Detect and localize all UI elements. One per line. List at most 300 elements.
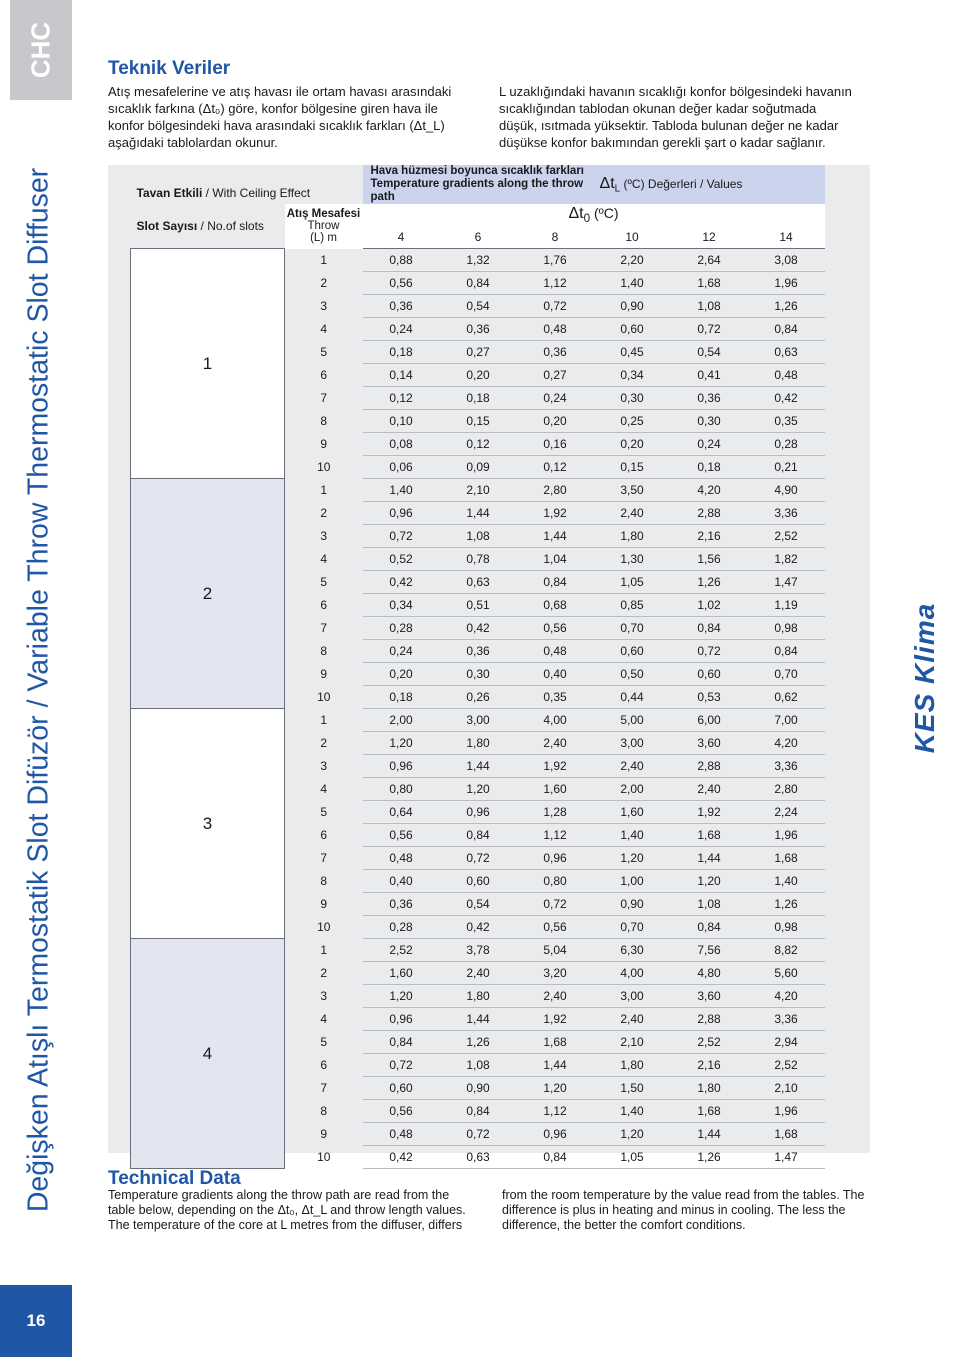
dtl-value-cell: 0,78 bbox=[440, 548, 517, 571]
dtl-value-cell: 0,30 bbox=[440, 663, 517, 686]
page-number: 16 bbox=[26, 1311, 46, 1330]
dtl-value-cell: 5,04 bbox=[517, 939, 594, 962]
throw-length-cell: 10 bbox=[317, 460, 331, 474]
dtl-value-cell: 0,24 bbox=[671, 433, 748, 456]
throw-length-cell: 1 bbox=[320, 943, 328, 957]
dtl-value-cell: 0,42 bbox=[440, 916, 517, 939]
heading-en: Technical Data bbox=[108, 1168, 241, 1189]
intro-tr-line: Atış mesafelerine ve atış havası ile ortam havası arasındaki bbox=[108, 84, 452, 99]
dtl-header bbox=[594, 165, 825, 204]
outro-left bbox=[108, 1188, 498, 1233]
throw-length-cell: 6 bbox=[320, 368, 328, 382]
dtl-value-cell: 0,72 bbox=[363, 1054, 440, 1077]
dtl-value-cell: 2,40 bbox=[594, 1008, 671, 1031]
dtl-value-cell: 0,26 bbox=[440, 686, 517, 709]
dtl-value-cell: 0,84 bbox=[671, 916, 748, 939]
dtl-value-cell: 1,20 bbox=[363, 985, 440, 1008]
dtl-value-cell: 4,20 bbox=[748, 732, 825, 755]
dtl-value-cell: 3,36 bbox=[748, 502, 825, 525]
dtl-value-cell: 0,72 bbox=[363, 525, 440, 548]
slot-count-tr: Slot Sayısı bbox=[136, 219, 198, 233]
dtl-value-cell: 1,26 bbox=[748, 295, 825, 318]
intro-tr-line: sıcaklık farkına (Δt₀) göre, konfor bölgesine giren hava ile bbox=[108, 101, 438, 116]
outro-left-line: table below, depending on the Δt₀, Δt_L and throw length values. bbox=[108, 1203, 466, 1217]
dtl-value-cell: 6,30 bbox=[594, 939, 671, 962]
dtl-value-cell: 1,19 bbox=[748, 594, 825, 617]
throw-length-cell: 10 bbox=[317, 1150, 331, 1164]
dtl-value-cell: 2,16 bbox=[671, 1054, 748, 1077]
dtl-value-cell: 2,52 bbox=[748, 1054, 825, 1077]
dtl-value-cell: 0,56 bbox=[363, 272, 440, 295]
sidebar bbox=[0, 0, 72, 1357]
dtl-value-cell: 3,36 bbox=[748, 755, 825, 778]
dtl-value-cell: 1,12 bbox=[517, 1100, 594, 1123]
table-row bbox=[131, 709, 825, 732]
dtl-value-cell: 0,16 bbox=[517, 433, 594, 456]
dtl-value-cell: 0,63 bbox=[748, 341, 825, 364]
throw-length-cell: 9 bbox=[320, 897, 328, 911]
dtl-value-cell: 1,76 bbox=[517, 249, 594, 272]
dt0-unit: (ºC) bbox=[593, 205, 619, 222]
dtl-value-cell: 1,92 bbox=[517, 1008, 594, 1031]
throw-length-cell: 7 bbox=[320, 391, 328, 405]
dtl-value-cell: 4,20 bbox=[748, 985, 825, 1008]
dtl-value-cell: 2,40 bbox=[671, 778, 748, 801]
dtl-value-cell: 0,14 bbox=[363, 364, 440, 387]
dtl-value-cell: 2,40 bbox=[594, 502, 671, 525]
dtl-value-cell: 1,30 bbox=[594, 548, 671, 571]
dtl-value-cell: 2,16 bbox=[671, 525, 748, 548]
dtl-value-cell: 1,68 bbox=[671, 272, 748, 295]
throw-length-cell: 2 bbox=[320, 966, 328, 980]
dt0-value: 6 bbox=[440, 226, 517, 249]
dtl-value-cell: 2,52 bbox=[748, 525, 825, 548]
dtl-value-cell: 1,80 bbox=[594, 525, 671, 548]
dtl-value-cell: 0,64 bbox=[363, 801, 440, 824]
throw-header-en: Throw bbox=[307, 220, 340, 233]
dtl-value-cell: 1,05 bbox=[594, 1146, 671, 1169]
dtl-value-cell: 2,80 bbox=[748, 778, 825, 801]
dtl-value-cell: 3,60 bbox=[671, 732, 748, 755]
dtl-value-cell: 0,28 bbox=[748, 433, 825, 456]
dtl-value-cell: 0,60 bbox=[594, 318, 671, 341]
throw-length-cell: 8 bbox=[320, 874, 328, 888]
dtl-value-cell: 4,00 bbox=[517, 709, 594, 732]
dtl-value-cell: 1,28 bbox=[517, 801, 594, 824]
dtl-value-cell: 1,26 bbox=[440, 1031, 517, 1054]
dtl-value-cell: 0,21 bbox=[748, 456, 825, 479]
dtl-value-cell: 0,96 bbox=[440, 801, 517, 824]
gradient-header bbox=[363, 165, 594, 204]
dtl-value-cell: 0,53 bbox=[671, 686, 748, 709]
outro-right bbox=[502, 1188, 892, 1233]
dtl-value-cell: 4,00 bbox=[594, 962, 671, 985]
throw-header-unit: (L) m bbox=[310, 232, 337, 245]
dtl-value-cell: 1,80 bbox=[440, 985, 517, 1008]
throw-length-cell: 2 bbox=[320, 736, 328, 750]
dtl-value-cell: 0,54 bbox=[440, 295, 517, 318]
dtl-value-cell: 1,20 bbox=[517, 1077, 594, 1100]
dtl-value-cell: 0,40 bbox=[517, 663, 594, 686]
slot-count-label bbox=[131, 204, 285, 249]
dtl-value-cell: 1,68 bbox=[671, 1100, 748, 1123]
dtl-value-cell: 1,56 bbox=[671, 548, 748, 571]
dtl-value-cell: 0,20 bbox=[363, 663, 440, 686]
dtl-value-cell: 0,10 bbox=[363, 410, 440, 433]
throw-length-cell: 8 bbox=[320, 644, 328, 658]
dtl-value-cell: 1,08 bbox=[671, 295, 748, 318]
dtl-value-cell: 2,52 bbox=[671, 1031, 748, 1054]
dtl-value-cell: 1,60 bbox=[517, 778, 594, 801]
dtl-value-cell: 1,32 bbox=[440, 249, 517, 272]
dtl-value-cell: 0,30 bbox=[594, 387, 671, 410]
dtl-value-cell: 3,36 bbox=[748, 1008, 825, 1031]
dt0-value: 12 bbox=[671, 226, 748, 249]
dtl-value-cell: 3,00 bbox=[594, 985, 671, 1008]
dtl-value-cell: 0,40 bbox=[363, 870, 440, 893]
dt0-sub: 0 bbox=[583, 211, 591, 225]
dtl-value-cell: 0,42 bbox=[363, 571, 440, 594]
dtl-value-cell: 0,27 bbox=[517, 364, 594, 387]
dtl-value-cell: 1,96 bbox=[748, 1100, 825, 1123]
dtl-value-cell: 1,96 bbox=[748, 272, 825, 295]
product-tag-label: CHC bbox=[25, 21, 56, 79]
outro-left-line: The temperature of the core at L metres from the diffuser, differs bbox=[108, 1218, 463, 1232]
dtl-value-cell: 0,60 bbox=[363, 1077, 440, 1100]
dtl-value-cell: 0,12 bbox=[440, 433, 517, 456]
dtl-value-cell: 4,90 bbox=[748, 479, 825, 502]
dtl-value-cell: 1,44 bbox=[517, 525, 594, 548]
dtl-value-cell: 1,00 bbox=[594, 870, 671, 893]
dtl-value-cell: 2,94 bbox=[748, 1031, 825, 1054]
dtl-value-cell: 1,44 bbox=[671, 847, 748, 870]
dtl-value-cell: 0,08 bbox=[363, 433, 440, 456]
dtl-value-cell: 1,40 bbox=[363, 479, 440, 502]
dtl-value-cell: 0,09 bbox=[440, 456, 517, 479]
dtl-value-cell: 1,26 bbox=[671, 1146, 748, 1169]
brand-logo: KES Klima bbox=[909, 602, 940, 754]
gradient-header-tr: Hava hüzmesi boyunca sıcaklık farkları bbox=[370, 165, 584, 177]
dtl-value-cell: 0,30 bbox=[671, 410, 748, 433]
dtl-value-cell: 0,60 bbox=[594, 640, 671, 663]
throw-length-cell: 5 bbox=[320, 575, 328, 589]
dtl-value-cell: 0,36 bbox=[671, 387, 748, 410]
dtl-value-cell: 0,36 bbox=[440, 318, 517, 341]
dtl-value-cell: 1,26 bbox=[748, 893, 825, 916]
dtl-value-cell: 1,44 bbox=[671, 1123, 748, 1146]
dtl-value-cell: 0,96 bbox=[517, 1123, 594, 1146]
intro-right-line: düşükse konfor bakımından gerekli şart o kadar sağlanır. bbox=[499, 135, 826, 150]
dtl-value-cell: 1,68 bbox=[671, 824, 748, 847]
dtl-value-cell: 1,12 bbox=[517, 272, 594, 295]
dtl-value-cell: 2,00 bbox=[594, 778, 671, 801]
throw-length-cell: 3 bbox=[320, 989, 328, 1003]
dtl-value-cell: 0,84 bbox=[517, 1146, 594, 1169]
dtl-value-cell: 1,92 bbox=[517, 502, 594, 525]
throw-length-cell: 4 bbox=[320, 1012, 328, 1026]
dtl-value-cell: 0,48 bbox=[517, 640, 594, 663]
throw-length-cell: 10 bbox=[317, 690, 331, 704]
dtl-value-cell: 5,60 bbox=[748, 962, 825, 985]
page-number-box bbox=[0, 1285, 72, 1357]
dtl-value-cell: 1,82 bbox=[748, 548, 825, 571]
dtl-value-cell: 2,40 bbox=[517, 732, 594, 755]
dtl-value-cell: 7,00 bbox=[748, 709, 825, 732]
dtl-value-cell: 1,05 bbox=[594, 571, 671, 594]
dtl-value-cell: 0,18 bbox=[363, 686, 440, 709]
outro-right-line: difference is plus in heating and minus in cooling. The less the bbox=[502, 1203, 846, 1217]
dtl-value-cell: 0,48 bbox=[517, 318, 594, 341]
dtl-value-cell: 1,12 bbox=[517, 824, 594, 847]
dtl-value-cell: 1,20 bbox=[594, 847, 671, 870]
dtl-value-cell: 2,64 bbox=[671, 249, 748, 272]
dtl-value-cell: 5,00 bbox=[594, 709, 671, 732]
dtl-value-cell: 1,08 bbox=[440, 1054, 517, 1077]
intro-right-line: düşük, ısıtmada yüksektir. Tabloda bulunan değer ne kadar bbox=[499, 118, 839, 133]
dtl-value-cell: 1,60 bbox=[594, 801, 671, 824]
outro-left-line: Temperature gradients along the throw path are read from the bbox=[108, 1188, 450, 1202]
dtl-value-cell: 0,80 bbox=[363, 778, 440, 801]
dtl-value-cell: 8,82 bbox=[748, 939, 825, 962]
dtl-value-cell: 1,44 bbox=[440, 502, 517, 525]
throw-length-cell: 7 bbox=[320, 1081, 328, 1095]
throw-length-cell: 1 bbox=[320, 713, 328, 727]
dtl-value-cell: 2,40 bbox=[517, 985, 594, 1008]
dtl-value-cell: 0,70 bbox=[748, 663, 825, 686]
heading-tr: Teknik Veriler bbox=[108, 58, 231, 79]
dtl-value-cell: 0,35 bbox=[517, 686, 594, 709]
dtl-value-cell: 0,20 bbox=[594, 433, 671, 456]
dtl-value-cell: 1,40 bbox=[748, 870, 825, 893]
dtl-value-cell: 0,96 bbox=[363, 502, 440, 525]
dtl-value-cell: 0,45 bbox=[594, 341, 671, 364]
dtl-value-cell: 0,63 bbox=[440, 1146, 517, 1169]
throw-length-cell: 9 bbox=[320, 437, 328, 451]
dtl-value-cell: 1,80 bbox=[671, 1077, 748, 1100]
dtl-value-cell: 4,80 bbox=[671, 962, 748, 985]
dtl-value-cell: 0,98 bbox=[748, 617, 825, 640]
throw-length-cell: 2 bbox=[320, 276, 328, 290]
throw-header bbox=[285, 204, 363, 249]
dtl-value-cell: 1,92 bbox=[517, 755, 594, 778]
throw-length-cell: 1 bbox=[320, 483, 328, 497]
dtl-value-cell: 0,12 bbox=[363, 387, 440, 410]
dtl-value-cell: 2,88 bbox=[671, 755, 748, 778]
dtl-value-cell: 1,20 bbox=[440, 778, 517, 801]
dtl-value-cell: 0,18 bbox=[671, 456, 748, 479]
dtl-value-cell: 1,40 bbox=[594, 824, 671, 847]
dtl-value-cell: 0,50 bbox=[594, 663, 671, 686]
dtl-value-cell: 2,40 bbox=[440, 962, 517, 985]
dtl-value-cell: 0,70 bbox=[594, 916, 671, 939]
slot-count-cell: 4 bbox=[131, 939, 285, 1169]
dtl-unit: (ºC) Değerleri / Values bbox=[623, 176, 743, 191]
dtl-value-cell: 0,84 bbox=[517, 571, 594, 594]
dtl-value-cell: 0,96 bbox=[363, 755, 440, 778]
dtl-value-cell: 1,50 bbox=[594, 1077, 671, 1100]
throw-length-cell: 4 bbox=[320, 322, 328, 336]
dtl-value-cell: 0,06 bbox=[363, 456, 440, 479]
throw-length-cell: 3 bbox=[320, 299, 328, 313]
table-row bbox=[131, 479, 825, 502]
throw-length-cell: 7 bbox=[320, 851, 328, 865]
dtl-value-cell: 2,10 bbox=[748, 1077, 825, 1100]
dtl-value-cell: 2,52 bbox=[363, 939, 440, 962]
throw-length-cell: 5 bbox=[320, 1035, 328, 1049]
dtl-value-cell: 0,63 bbox=[440, 571, 517, 594]
temperature-gradient-table bbox=[130, 165, 825, 1169]
throw-length-cell: 6 bbox=[320, 598, 328, 612]
dtl-value-cell: 1,68 bbox=[517, 1031, 594, 1054]
dtl-value-cell: 0,51 bbox=[440, 594, 517, 617]
gradient-header-en: Temperature gradients along the throw path bbox=[370, 178, 584, 203]
intro-tr-line: aşağıdaki tablolardan okunur. bbox=[108, 135, 278, 150]
throw-length-cell: 8 bbox=[320, 414, 328, 428]
dtl-value-cell: 0,48 bbox=[748, 364, 825, 387]
dtl-value-cell: 1,26 bbox=[671, 571, 748, 594]
slot-count-en: / No.of slots bbox=[200, 219, 264, 233]
dtl-value-cell: 3,50 bbox=[594, 479, 671, 502]
dtl-value-cell: 0,70 bbox=[594, 617, 671, 640]
dtl-value-cell: 0,36 bbox=[517, 341, 594, 364]
dtl-value-cell: 0,48 bbox=[363, 847, 440, 870]
dtl-value-cell: 0,42 bbox=[440, 617, 517, 640]
dtl-value-cell: 0,54 bbox=[671, 341, 748, 364]
dtl-value-cell: 0,68 bbox=[517, 594, 594, 617]
slot-count-cell: 3 bbox=[131, 709, 285, 939]
intro-right-line: L uzaklığındaki havanın sıcaklığı konfor bölgesindeki havanın bbox=[499, 84, 852, 99]
dtl-value-cell: 0,25 bbox=[594, 410, 671, 433]
dt0-value: 14 bbox=[748, 226, 825, 249]
dtl-value-cell: 0,36 bbox=[363, 893, 440, 916]
dtl-value-cell: 2,24 bbox=[748, 801, 825, 824]
slot-count-cell: 1 bbox=[131, 249, 285, 479]
dtl-value-cell: 0,18 bbox=[440, 387, 517, 410]
sidebar-title: Değişken Atışlı Termostatik Slot Difüzör / Variable Throw Thermostatic Slot Diffuser bbox=[22, 167, 55, 1213]
dtl-value-cell: 3,78 bbox=[440, 939, 517, 962]
dtl-value-cell: 0,41 bbox=[671, 364, 748, 387]
dtl-value-cell: 0,27 bbox=[440, 341, 517, 364]
dtl-value-cell: 0,54 bbox=[440, 893, 517, 916]
dtl-value-cell: 0,60 bbox=[671, 663, 748, 686]
dtl-value-cell: 0,20 bbox=[517, 410, 594, 433]
dtl-value-cell: 1,47 bbox=[748, 571, 825, 594]
slot-count-cell: 2 bbox=[131, 479, 285, 709]
dtl-value-cell: 2,10 bbox=[594, 1031, 671, 1054]
throw-length-cell: 4 bbox=[320, 782, 328, 796]
ceiling-effect-en: / With Ceiling Effect bbox=[205, 186, 311, 200]
dtl-value-cell: 0,56 bbox=[363, 1100, 440, 1123]
dtl-value-cell: 0,98 bbox=[748, 916, 825, 939]
dtl-value-cell: 0,85 bbox=[594, 594, 671, 617]
dtl-value-cell: 0,96 bbox=[517, 847, 594, 870]
dtl-value-cell: 2,40 bbox=[594, 755, 671, 778]
dtl-value-cell: 0,72 bbox=[517, 893, 594, 916]
dtl-value-cell: 3,00 bbox=[440, 709, 517, 732]
dt0-symbol: Δt bbox=[568, 205, 584, 223]
intro-tr-line: konfor bölgesindeki hava arasındaki sıcaklık farkları (Δt_L) bbox=[108, 118, 445, 133]
dtl-value-cell: 0,88 bbox=[363, 249, 440, 272]
dtl-value-cell: 0,84 bbox=[671, 617, 748, 640]
dtl-value-cell: 1,44 bbox=[517, 1054, 594, 1077]
dtl-value-cell: 1,40 bbox=[594, 272, 671, 295]
dtl-value-cell: 1,80 bbox=[440, 732, 517, 755]
throw-length-cell: 3 bbox=[320, 529, 328, 543]
dtl-value-cell: 0,24 bbox=[363, 318, 440, 341]
dtl-value-cell: 0,90 bbox=[440, 1077, 517, 1100]
dtl-value-cell: 0,48 bbox=[363, 1123, 440, 1146]
throw-length-cell: 2 bbox=[320, 506, 328, 520]
dtl-value-cell: 0,84 bbox=[748, 318, 825, 341]
dtl-value-cell: 0,28 bbox=[363, 617, 440, 640]
dtl-value-cell: 1,40 bbox=[594, 1100, 671, 1123]
dtl-value-cell: 1,68 bbox=[748, 1123, 825, 1146]
dtl-value-cell: 1,04 bbox=[517, 548, 594, 571]
throw-length-cell: 3 bbox=[320, 759, 328, 773]
dtl-value-cell: 0,42 bbox=[363, 1146, 440, 1169]
dtl-value-cell: 0,90 bbox=[594, 295, 671, 318]
dtl-value-cell: 7,56 bbox=[671, 939, 748, 962]
throw-length-cell: 6 bbox=[320, 828, 328, 842]
dtl-value-cell: 0,84 bbox=[440, 1100, 517, 1123]
table-row bbox=[131, 939, 825, 962]
dtl-value-cell: 0,20 bbox=[440, 364, 517, 387]
dtl-value-cell: 0,15 bbox=[440, 410, 517, 433]
throw-length-cell: 5 bbox=[320, 345, 328, 359]
throw-length-cell: 4 bbox=[320, 552, 328, 566]
dtl-value-cell: 1,20 bbox=[594, 1123, 671, 1146]
dtl-value-cell: 0,84 bbox=[440, 272, 517, 295]
dtl-value-cell: 0,62 bbox=[748, 686, 825, 709]
dtl-value-cell: 0,28 bbox=[363, 916, 440, 939]
dtl-value-cell: 0,84 bbox=[440, 824, 517, 847]
dtl-value-cell: 0,35 bbox=[748, 410, 825, 433]
ceiling-effect-tr: Tavan Etkili bbox=[136, 186, 203, 200]
throw-length-cell: 1 bbox=[320, 253, 328, 267]
dtl-value-cell: 2,80 bbox=[517, 479, 594, 502]
dtl-value-cell: 0,44 bbox=[594, 686, 671, 709]
dtl-symbol: Δt bbox=[599, 174, 615, 192]
dtl-value-cell: 3,20 bbox=[517, 962, 594, 985]
dtl-value-cell: 0,56 bbox=[517, 916, 594, 939]
dtl-value-cell: 0,18 bbox=[363, 341, 440, 364]
dtl-value-cell: 0,15 bbox=[594, 456, 671, 479]
dtl-value-cell: 1,44 bbox=[440, 1008, 517, 1031]
ceiling-effect-label bbox=[131, 165, 363, 204]
dtl-value-cell: 1,08 bbox=[440, 525, 517, 548]
dtl-sub: L bbox=[614, 183, 621, 195]
dtl-value-cell: 0,24 bbox=[363, 640, 440, 663]
intro-right-line: sıcaklığından tablodan okunan değer kadar soğutmada bbox=[499, 101, 817, 116]
outro-right-line: from the room temperature by the value read from the tables. The bbox=[502, 1188, 865, 1202]
throw-header-tr: Atış Mesafesi bbox=[286, 208, 361, 221]
dtl-value-cell: 0,42 bbox=[748, 387, 825, 410]
dtl-value-cell: 1,80 bbox=[594, 1054, 671, 1077]
intro-tr-right bbox=[499, 83, 879, 151]
dtl-value-cell: 1,08 bbox=[671, 893, 748, 916]
dtl-value-cell: 0,80 bbox=[517, 870, 594, 893]
dtl-value-cell: 0,84 bbox=[748, 640, 825, 663]
throw-length-cell: 8 bbox=[320, 1104, 328, 1118]
dtl-value-cell: 1,20 bbox=[363, 732, 440, 755]
dtl-value-cell: 2,10 bbox=[440, 479, 517, 502]
dtl-value-cell: 0,36 bbox=[440, 640, 517, 663]
throw-length-cell: 10 bbox=[317, 920, 331, 934]
dtl-value-cell: 0,34 bbox=[594, 364, 671, 387]
dtl-value-cell: 1,20 bbox=[671, 870, 748, 893]
dtl-value-cell: 1,68 bbox=[748, 847, 825, 870]
dt0-value: 10 bbox=[594, 226, 671, 249]
